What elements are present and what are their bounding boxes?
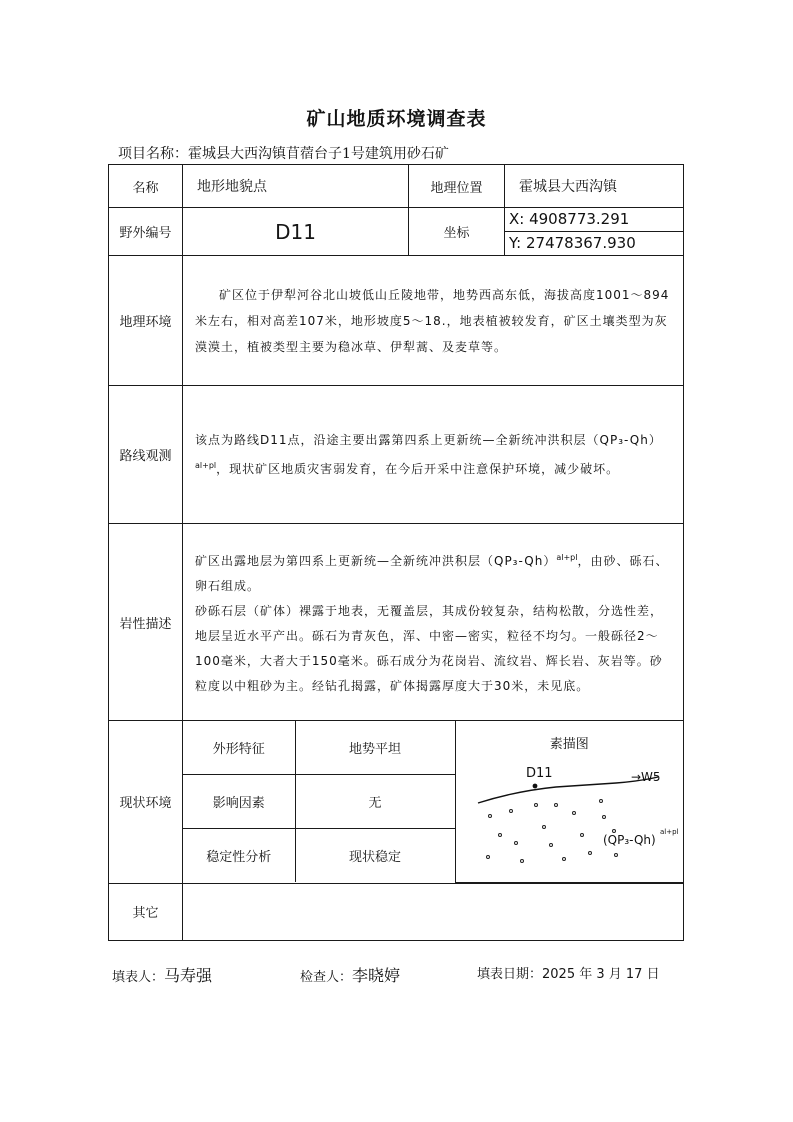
status-cell xyxy=(183,721,684,884)
date-value: 2025 年 3 月 17 日 xyxy=(542,967,660,982)
route-label: 路线观测 xyxy=(109,386,183,524)
sketch-strata-label: (QP₃-Qh) xyxy=(602,833,656,847)
row-route xyxy=(109,386,684,524)
factor-value: 无 xyxy=(295,774,455,828)
name-label: 名称 xyxy=(109,165,183,208)
lithology-p1-superscript: al+pl xyxy=(556,553,578,562)
lithology-label: 岩性描述 xyxy=(109,524,183,721)
date-label: 填表日期： xyxy=(477,967,543,982)
stability-value: 现状稳定 xyxy=(295,828,455,882)
sketch-drawing xyxy=(456,761,682,873)
sketch-point-marker xyxy=(532,784,537,789)
field-no-label: 野外编号 xyxy=(109,208,183,256)
sketch-point-label: D11 xyxy=(525,766,553,781)
lithology-p1 xyxy=(195,545,675,599)
field-no-value: D11 xyxy=(183,208,409,256)
lithology-p2: 砂砾石层（矿体）裸露于地表，无覆盖层，其成份较复杂，结构松散，分选性差，地层呈近水平产出。砾石为青灰色，浑、中密—密实，粒径不均匀。一般砾径2～100毫米，大者大于150毫米。砾石成分为花岗岩、流纹岩、辉长岩、灰岩等。砂粒度以中粗砂为主。经钻孔揭露，矿体揭露厚度大于30米，未见底。 xyxy=(195,604,664,693)
coords-cell xyxy=(505,208,684,256)
stability-label: 稳定性分析 xyxy=(183,828,295,882)
form-title: 矿山地质环境调查表 xyxy=(306,108,487,130)
row-geo-env xyxy=(109,256,684,386)
project-name: 霍城县大西沟镇苜蓿台子1号建筑用砂石矿 xyxy=(188,146,449,162)
row-other xyxy=(109,883,684,940)
route-text-cell xyxy=(183,386,684,524)
location-label: 地理位置 xyxy=(409,165,505,208)
sketch-direction: →W5 xyxy=(630,770,661,784)
status-inner-table xyxy=(183,721,683,883)
checker-signature: 李晓婷 xyxy=(352,966,401,985)
row-field-no xyxy=(109,208,684,256)
location-value: 霍城县大西沟镇 xyxy=(505,165,684,208)
coord-y: Y: 27478367.930 xyxy=(509,234,636,252)
project-line xyxy=(118,143,449,163)
sketch-cell xyxy=(455,721,683,882)
coord-x: X: 4908773.291 xyxy=(505,208,683,232)
geo-env-label: 地理环境 xyxy=(109,256,183,386)
sketch-gravel-dots xyxy=(486,800,617,863)
route-text xyxy=(195,427,675,482)
filler-block xyxy=(112,963,212,986)
name-value: 地形地貌点 xyxy=(183,165,409,208)
sketch-strata-superscript: al+pl xyxy=(659,828,678,836)
survey-table xyxy=(108,164,684,941)
lithology-p1-part1: 矿区出露地层为第四系上更新统—全新统冲洪积层（QP₃-Qh） xyxy=(195,554,557,568)
factor-label: 影响因素 xyxy=(183,774,295,828)
route-text-part2: ，现状矿区地质灾害弱发育，在今后开采中注意保护环境，减少破坏。 xyxy=(216,462,620,476)
project-label: 项目名称： xyxy=(118,146,188,162)
coords-label: 坐标 xyxy=(409,208,505,256)
geo-env-text: 矿区位于伊犁河谷北山坡低山丘陵地带，地势西高东低，海拔高度1001～894米左右，相对高差107米，地形坡度5～18.，地表植被较发育，矿区土壤类型为灰漠漠土，植被类型主要为稳冰草、伊犁蒿、及麦草等。 xyxy=(195,287,670,354)
row-status xyxy=(109,721,684,884)
sketch-label: 素描图 xyxy=(549,737,589,752)
checker-block xyxy=(300,963,400,986)
other-value xyxy=(183,883,684,940)
shape-label: 外形特征 xyxy=(183,721,295,774)
lithology-text-cell xyxy=(183,524,684,721)
route-text-superscript: al+pl xyxy=(195,461,217,470)
other-label: 其它 xyxy=(109,883,183,940)
lithology-p1-part2: ，由砂、砾石、卵石组成。 xyxy=(195,554,669,593)
filler-label: 填表人： xyxy=(112,970,165,985)
date-block xyxy=(477,963,660,982)
route-text-part1: 该点为路线D11点，沿途主要出露第四系上更新统—全新统冲洪积层（QP₃-Qh） xyxy=(195,433,662,447)
geo-env-text-cell xyxy=(183,256,684,386)
row-name xyxy=(109,165,684,208)
filler-signature: 马寿强 xyxy=(164,966,213,985)
row-lithology xyxy=(109,524,684,721)
status-label: 现状环境 xyxy=(109,721,183,884)
shape-value: 地势平坦 xyxy=(295,721,455,774)
checker-label: 检查人： xyxy=(300,970,353,985)
